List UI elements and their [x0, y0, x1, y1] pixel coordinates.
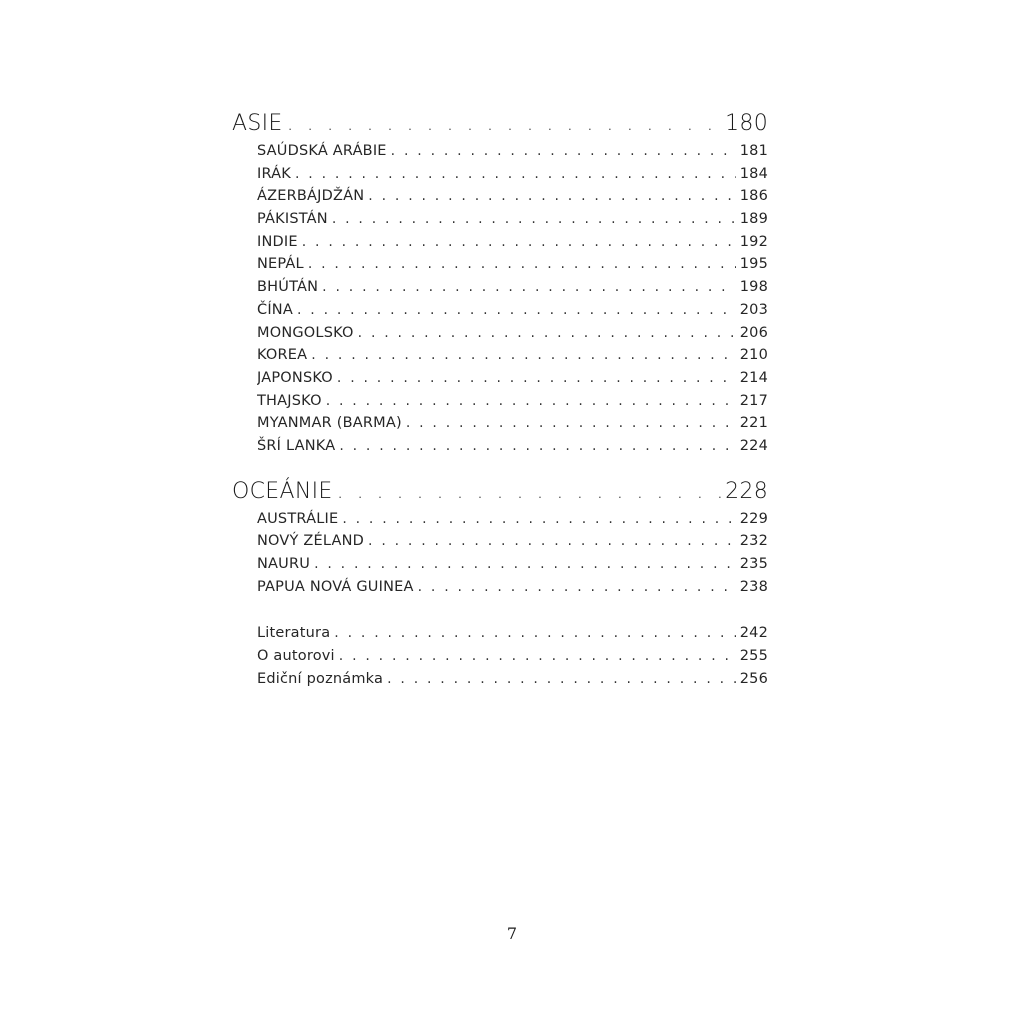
entry-label: NAURU [257, 556, 311, 572]
entry-page-number: 221 [739, 415, 768, 432]
toc-entry[interactable] [257, 576, 768, 599]
entry-page-number: 214 [739, 369, 768, 386]
toc-entry[interactable] [257, 322, 768, 345]
toc-entry[interactable] [257, 435, 768, 458]
dot-leader [368, 185, 735, 208]
dot-leader [322, 276, 736, 299]
entry-page-number: 242 [739, 625, 768, 642]
toc-entry-o-autorovi[interactable] [257, 645, 768, 668]
entry-label: Literatura [257, 625, 331, 642]
entry-label: INDIE [257, 233, 298, 250]
toc-entry[interactable] [257, 390, 768, 413]
toc-section-heading[interactable] [232, 476, 768, 508]
entry-page-number: 203 [739, 301, 768, 318]
toc-entry[interactable] [257, 163, 768, 186]
dot-leader [339, 435, 735, 458]
entry-label: JAPONSKO [257, 369, 333, 386]
entry-label: THAJSKO [257, 392, 322, 409]
entry-label: ÁZERBÁJDŽÁN [257, 188, 365, 205]
toc-entry-literatura[interactable] [257, 622, 768, 645]
dot-leader [418, 576, 736, 599]
toc-back-matter [232, 622, 768, 690]
dot-leader [297, 299, 736, 322]
toc-entry[interactable] [257, 253, 768, 276]
toc-section-asie [232, 108, 768, 458]
entry-page-number: 181 [739, 143, 768, 159]
dot-leader [308, 253, 736, 276]
entry-page-number: 224 [739, 437, 768, 454]
dot-leader [406, 412, 736, 435]
toc-entry[interactable] [257, 412, 768, 435]
dot-leader [302, 231, 736, 254]
entry-page-number: 206 [739, 324, 768, 341]
entry-page-number: 189 [739, 211, 768, 228]
toc-entry[interactable] [257, 553, 768, 576]
entry-page-number: 186 [739, 188, 768, 205]
entry-page-number: 235 [739, 556, 768, 572]
entry-page-number: 217 [739, 392, 768, 409]
toc-entry[interactable] [257, 299, 768, 322]
toc-section-heading[interactable] [232, 108, 768, 140]
toc-entry-edicni-poznamka[interactable] [257, 668, 768, 691]
entry-label: PAPUA NOVÁ GUINEA [257, 578, 414, 595]
entry-label: IRÁK [257, 165, 291, 182]
entry-label: BHÚTÁN [257, 279, 319, 296]
entry-page-number: 229 [739, 510, 768, 527]
dot-leader [358, 322, 736, 345]
dot-leader [287, 108, 721, 140]
dot-leader [326, 390, 736, 413]
entry-page-number: 195 [739, 256, 768, 273]
toc-entry[interactable] [257, 231, 768, 254]
table-of-contents [232, 108, 768, 690]
section-page-number: 180 [725, 111, 768, 136]
dot-leader [342, 508, 735, 531]
toc-entry[interactable] [257, 530, 768, 553]
dot-leader [339, 645, 736, 668]
section-title: OCEÁNIE [232, 478, 333, 504]
toc-entry[interactable] [257, 208, 768, 231]
entry-page-number: 232 [739, 533, 768, 550]
entry-label: AUSTRÁLIE [257, 510, 339, 527]
dot-leader [314, 553, 736, 576]
entry-page-number: 256 [739, 670, 768, 687]
dot-leader [337, 367, 736, 390]
toc-entry[interactable] [257, 344, 768, 367]
entry-page-number: 255 [739, 648, 768, 665]
toc-entry[interactable] [257, 367, 768, 390]
entry-label: O autorovi [257, 648, 335, 665]
entry-label: NOVÝ ZÉLAND [257, 533, 365, 550]
toc-entry[interactable] [257, 508, 768, 531]
toc-entry[interactable] [257, 276, 768, 299]
dot-leader [337, 476, 722, 508]
toc-entry[interactable] [257, 140, 768, 163]
entry-page-number: 198 [739, 279, 768, 296]
entry-page-number: 238 [739, 578, 768, 595]
entry-label: PÁKISTÁN [257, 211, 328, 228]
entry-label: MYANMAR (BARMA) [257, 415, 402, 432]
entry-page-number: 210 [739, 347, 768, 364]
dot-leader [334, 622, 735, 645]
dot-leader [368, 530, 736, 553]
entry-label: MONGOLSKO [257, 324, 354, 341]
dot-leader [332, 208, 736, 231]
entry-label: ČÍNA [257, 301, 293, 318]
entry-label: ŠRÍ LANKA [257, 437, 336, 454]
dot-leader [311, 344, 735, 367]
dot-leader [391, 140, 736, 163]
entry-label: Ediční poznámka [257, 670, 384, 687]
page-number: 7 [506, 924, 518, 943]
entry-page-number: 192 [739, 233, 768, 250]
section-page-number: 228 [725, 478, 768, 504]
dot-leader [387, 668, 736, 691]
entry-label: KOREA [257, 347, 308, 364]
dot-leader [295, 163, 736, 186]
toc-entry[interactable] [257, 185, 768, 208]
toc-section-oceanie [232, 476, 768, 599]
entry-label: SAÚDSKÁ ARÁBIE [257, 143, 387, 159]
entry-label: NEPÁL [257, 256, 304, 273]
entry-page-number: 184 [739, 165, 768, 182]
section-title: ASIE [232, 111, 283, 136]
